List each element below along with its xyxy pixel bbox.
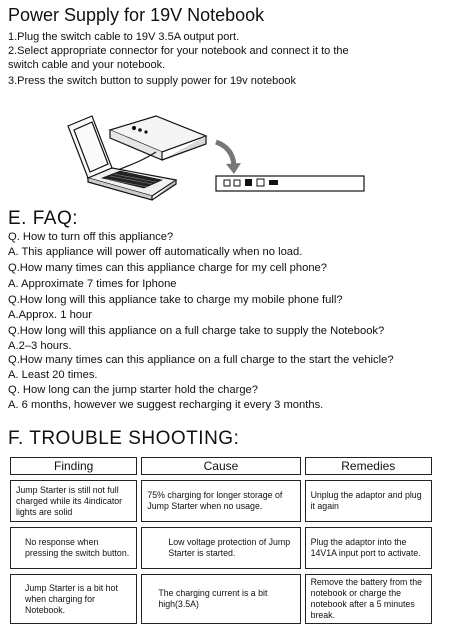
notebook-connection-illustration (48, 108, 378, 208)
troubleshooting-heading: F. TROUBLE SHOOTING: (8, 428, 240, 449)
table-row (10, 574, 432, 624)
page-title: Power Supply for 19V Notebook (8, 5, 265, 25)
faq-answer: A. 6 months, however we suggest recharging it every 3 months. (8, 399, 324, 411)
instruction-step: switch cable and your notebook. (8, 59, 166, 71)
faq-question: Q. How to turn off this appliance? (8, 231, 174, 243)
cause-cell: The charging current is a bit high(3.5A) (141, 574, 300, 624)
faq-question: Q.How long will this appliance on a full charge take to supply the Notebook? (8, 325, 385, 337)
instruction-step: 3.Press the switch button to supply power for 19v notebook (8, 75, 296, 87)
troubleshooting-table (6, 452, 436, 629)
instruction-step: 2.Select appropriate connector for your notebook and connect it to the (8, 45, 349, 57)
table-row (10, 480, 432, 522)
column-header-finding: Finding (10, 457, 137, 475)
faq-question: Q. How long can the jump starter hold the charge? (8, 384, 258, 396)
remedy-cell: Unplug the adaptor and plug it again (305, 480, 432, 522)
cause-cell: 75% charging for longer storage of Jump Starter when no usage. (141, 480, 300, 522)
faq-question: Q.How many times can this appliance on a full charge to the start the vehicle? (8, 354, 394, 366)
faq-question: Q.How long will this appliance take to charge my mobile phone full? (8, 294, 343, 306)
faq-question: Q.How many times can this appliance charge for my cell phone? (8, 262, 327, 274)
table-header-row (10, 457, 432, 475)
faq-answer: A.2–3 hours. (8, 340, 72, 352)
faq-answer: A. Approximate 7 times for Iphone (8, 278, 177, 290)
faq-heading: E. FAQ: (8, 208, 79, 229)
faq-answer: A.Approx. 1 hour (8, 309, 92, 321)
cause-cell: Low voltage protection of Jump Starter is started. (141, 527, 300, 569)
arrow-icon (216, 142, 234, 166)
column-header-remedies: Remedies (305, 457, 432, 475)
port-panel-icon (216, 176, 364, 191)
finding-cell: No response when pressing the switch button. (10, 527, 137, 569)
table-row (10, 527, 432, 569)
finding-cell: Jump Starter is a bit hot when charging for Notebook. (10, 574, 137, 624)
faq-answer: A. Least 20 times. (8, 369, 98, 381)
remedy-cell: Plug the adaptor into the 14V1A input port to activate. (305, 527, 432, 569)
finding-cell: Jump Starter is still not full charged while its 4indicator lights are solid (10, 480, 137, 522)
laptop-icon (68, 116, 112, 178)
instruction-step: 1.Plug the switch cable to 19V 3.5A output port. (8, 31, 240, 43)
column-header-cause: Cause (141, 457, 300, 475)
remedy-cell: Remove the battery from the notebook or charge the notebook after a 5 minutes break. (305, 574, 432, 624)
faq-answer: A. This appliance will power off automatically when no load. (8, 246, 303, 258)
